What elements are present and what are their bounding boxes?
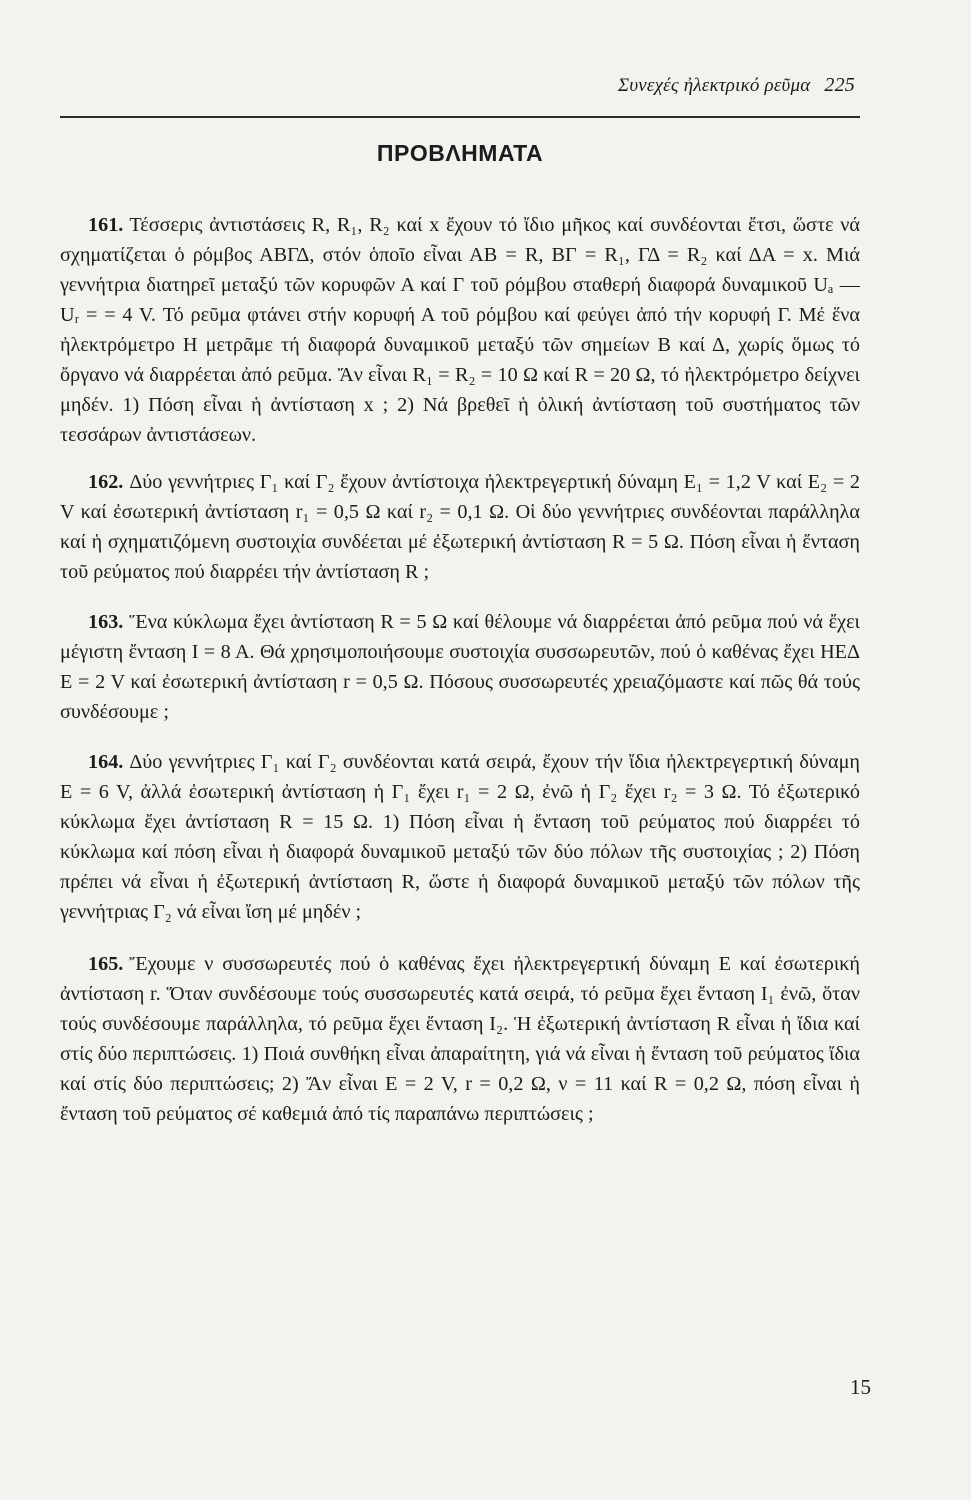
problem-text: Ἕνα κύκλωμα ἔχει ἀντίσταση R = 5 Ω καί θέλουμε νά διαρρέεται ἀπό ρεῦμα πού νά ἔχει μέγιστη ἔνταση I = 8 A. Θά χρησιμοποιήσουμε συστοιχία συσσωρευτῶν, πού ὁ καθένας ἔχει ΗΕΔ E = 2 V καί ἐσωτερική ἀντίσταση r = 0,5 Ω. Πόσους συσσωρευτές χρειαζόμαστε καί πῶς θά τούς συνδέσουμε ; bbox=[60, 611, 860, 723]
problem-text: Τέσσερις ἀντιστάσεις R, R₁, R₂ καί x ἔχουν τό ἴδιο μῆκος καί συνδέονται ἔτσι, ὥστε νά σχηματίζεται ὁ ρόμβος ΑΒΓΔ, στόν ὁποῖο εἶναι ΑΒ = R, ΒΓ = R₁, ΓΔ = R₂ καί ΔΑ = x. Μιά γεννήτρια διατηρεῖ μεταξύ τῶν κορυφῶν Α καί Γ τοῦ ρόμβου σταθερή διαφορά δυναμικοῦ Uₐ — Uᵣ = = 4 V. Τό ρεῦμα φτάνει στήν κορυφή Α τοῦ ρόμβου καί φεύγει ἀπό τήν κορυφή Γ. Μέ ἕνα ἠλεκτρόμετρο Η μετρᾶμε τή διαφορά δυναμικοῦ μεταξύ τῶν σημείων Β καί Δ, χωρίς ὅμως τό ὄργανο νά διαρρέεται ἀπό ρεῦμα. Ἄν εἶναι R₁ = R₂ = 10 Ω καί R = 20 Ω, τό ἠλεκτρόμετρο δείχνει μηδέν. 1) Πόση εἶναι ἡ ἀντίσταση x ; 2) Νά βρεθεῖ ἡ ὁλική ἀντίσταση τοῦ συστήματος τῶν τεσσάρων ἀντιστάσεων. bbox=[60, 214, 860, 446]
running-title: Συνεχές ἠλεκτρικό ρεῦμα bbox=[617, 75, 811, 96]
problem-161 bbox=[60, 210, 860, 450]
problem-164 bbox=[60, 747, 860, 927]
page-number: 225 bbox=[824, 74, 855, 96]
problem-number: 161. bbox=[88, 214, 124, 236]
problem-text: Δύο γεννήτριες Γ₁ καί Γ₂ ἔχουν ἀντίστοιχα ἠλεκτρεγερτική δύναμη E₁ = 1,2 V καί E₂ = 2 V καί ἐσωτερική ἀντίσταση r₁ = 0,5 Ω καί r₂ = 0,1 Ω. Οἱ δύο γεννήτριες συνδέονται παράλληλα καί ἡ σχηματιζόμενη συστοιχία συνδέεται μέ ἐξωτερική ἀντίσταση R = 5 Ω. Πόση εἶναι ἡ ἔνταση τοῦ ρεύματος πού διαρρέει τήν ἀντίσταση R ; bbox=[60, 471, 860, 583]
problem-number: 163. bbox=[88, 611, 124, 633]
problem-text: Ἔχουμε ν συσσωρευτές πού ὁ καθένας ἔχει ἠλεκτρεγερτική δύναμη E καί ἐσωτερική ἀντίσταση r. Ὅταν συνδέσουμε τούς συσσωρευτές κατά σειρά, τό ρεῦμα ἔχει ἔνταση I₁ ἐνῶ, ὅταν τούς συνδέσουμε παράλληλα, τό ρεῦμα ἔχει ἔνταση I₂. Ἡ ἐξωτερική ἀντίσταση R εἶναι ἡ ἴδια καί στίς δύο περιπτώσεις. 1) Ποιά συνθήκη εἶναι ἀπαραίτητη, γιά νά εἶναι ἡ ἔνταση τοῦ ρεύματος ἴδια καί στίς δύο περιπτώσεις; 2) Ἄν εἶναι E = 2 V, r = 0,2 Ω, ν = 11 καί R = 0,2 Ω, πόση εἶναι ἡ ἔνταση τοῦ ρεύματος σέ καθεμιά ἀπό τίς παραπάνω περιπτώσεις ; bbox=[60, 953, 860, 1125]
problem-text: Δύο γεννήτριες Γ₁ καί Γ₂ συνδέονται κατά σειρά, ἔχουν τήν ἴδια ἠλεκτρεγερτική δύναμη E = 6 V, ἀλλά ἐσωτερική ἀντίσταση ἡ Γ₁ ἔχει r₁ = 2 Ω, ἐνῶ ἡ Γ₂ ἔχει r₂ = 3 Ω. Τό ἐξωτερικό κύκλωμα ἔχει ἀντίσταση R = 15 Ω. 1) Πόση εἶναι ἡ ἔνταση τοῦ ρεύματος πού διαρρέει τό κύκλωμα καί πόση εἶναι ἡ διαφορά δυναμικοῦ μεταξύ τῶν δύο πόλων τῆς συστοιχίας ; 2) Πόση πρέπει νά εἶναι ἡ ἐξωτερική ἀντίσταση R, ὥστε ἡ διαφορά δυναμικοῦ μεταξύ τῶν πόλων τῆς γεννήτριας Γ₂ νά εἶναι ἴση μέ μηδέν ; bbox=[60, 751, 860, 923]
problem-165 bbox=[60, 949, 860, 1129]
problem-number: 162. bbox=[88, 471, 124, 493]
problem-number: 165. bbox=[88, 953, 124, 975]
problem-162 bbox=[60, 467, 860, 587]
problem-163 bbox=[60, 607, 860, 727]
section-title: ΠΡΟΒΛΗΜΑΤΑ bbox=[376, 140, 544, 166]
signature-number: 15 bbox=[850, 1375, 871, 1399]
header-rule bbox=[60, 116, 860, 118]
running-head bbox=[60, 74, 855, 97]
problem-list bbox=[60, 210, 860, 1147]
problem-number: 164. bbox=[88, 751, 124, 773]
